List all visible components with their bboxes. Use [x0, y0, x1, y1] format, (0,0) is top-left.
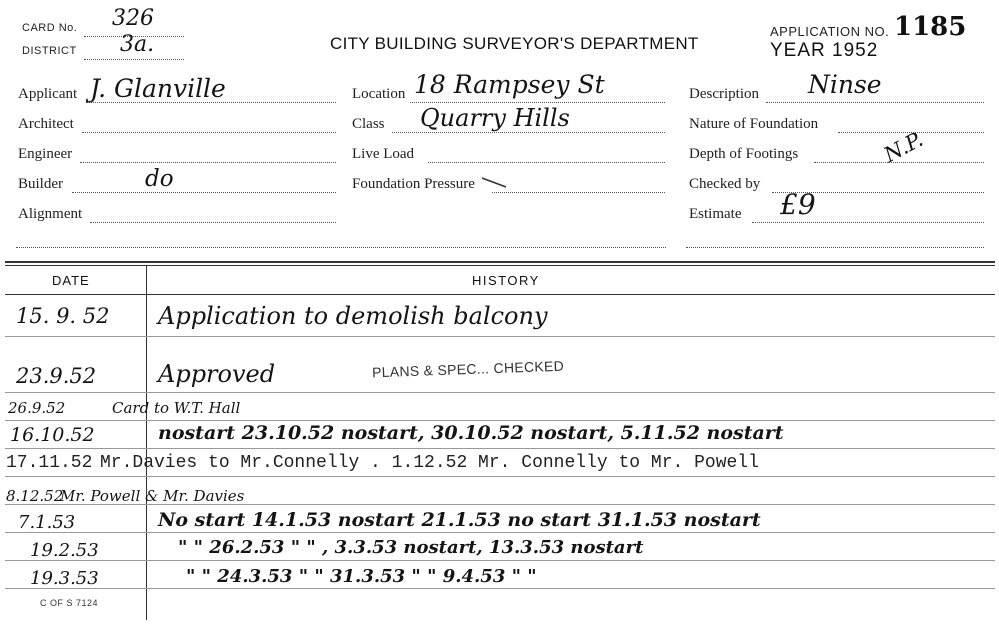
- row-3-date: 26.9.52: [8, 399, 66, 417]
- estimate-line: [752, 222, 984, 223]
- nature-of-foundation-label: Nature of Foundation: [689, 116, 819, 132]
- district-label: DISTRICT: [22, 45, 77, 57]
- form-code: C OF S 7124: [40, 598, 99, 608]
- class-line: [392, 132, 665, 133]
- row-line: [5, 392, 995, 393]
- description-value: Ninse: [808, 70, 882, 99]
- row-line: [5, 336, 995, 337]
- row-3-history: Card to W.T. Hall: [112, 399, 241, 417]
- row-7-date: 7.1.53: [18, 512, 76, 533]
- checked-by-label: Checked by: [689, 176, 761, 192]
- foundation-pressure-label: Foundation Pressure: [352, 176, 475, 192]
- row-5-history: Mr.Davies to Mr.Connelly . 1.12.52 Mr. Connelly to Mr. Powell: [100, 453, 759, 473]
- row-4-history: nostart 23.10.52 nostart, 30.10.52 nostart, 5.11.52 nostart: [158, 422, 784, 444]
- row-line: [5, 476, 995, 477]
- row-6-history: Mr. Powell & Mr. Davies: [60, 487, 245, 505]
- application-number: 1185: [894, 12, 967, 42]
- row-5-date: 17.11.52: [6, 453, 93, 473]
- depth-of-footings-value: N.P.: [880, 127, 927, 168]
- plans-checked-stamp: PLANS & SPEC... CHECKED: [371, 357, 565, 381]
- location-line: [410, 102, 665, 103]
- row-line: [5, 420, 995, 421]
- table-top-rule: [5, 261, 995, 263]
- foundation-pressure-line: [492, 192, 665, 193]
- row-line: [5, 448, 995, 449]
- application-label: APPLICATION NO.: [770, 24, 890, 39]
- row-9-history: " " 24.3.53 " " 31.3.53 " " 9.4.53 " ": [186, 566, 537, 587]
- row-2-date: 23.9.52: [16, 364, 97, 388]
- builder-value: do: [145, 166, 174, 192]
- card-no-value: 326: [112, 6, 154, 31]
- row-line: [5, 532, 995, 533]
- district-value: 3a.: [120, 32, 155, 57]
- description-label: Description: [689, 86, 759, 102]
- row-6-date: 8.12.52: [6, 487, 64, 505]
- date-header: DATE: [52, 273, 90, 288]
- department-title: CITY BUILDING SURVEYOR'S DEPARTMENT: [330, 34, 699, 53]
- depth-of-footings-label: Depth of Footings: [689, 146, 799, 162]
- row-4-date: 16.10.52: [10, 424, 95, 446]
- description-line: [766, 102, 984, 103]
- architect-label: Architect: [18, 116, 74, 132]
- year-label: YEAR 1952: [770, 40, 879, 61]
- row-7-history: No start 14.1.53 nostart 21.1.53 no start 31.1.53 nostart: [158, 509, 761, 531]
- row-1-date: 15. 9. 52: [16, 304, 110, 328]
- engineer-label: Engineer: [18, 146, 73, 162]
- foundation-pressure-mark: [480, 174, 510, 190]
- history-header: HISTORY: [472, 273, 540, 288]
- table-top-rule-2: [5, 265, 995, 266]
- alignment-label: Alignment: [18, 206, 83, 222]
- row-9-date: 19.3.53: [30, 568, 99, 589]
- date-column-divider: [146, 265, 147, 620]
- row-8-history: " " 26.2.53 " " , 3.3.53 nostart, 13.3.53 nostart: [178, 537, 644, 558]
- row-line: [5, 588, 995, 589]
- applicant-label: Applicant: [18, 86, 78, 102]
- live-load-line: [428, 162, 665, 163]
- card-no-label: CARD No.: [22, 22, 78, 34]
- builder-label: Builder: [18, 176, 63, 192]
- applicant-value: J. Glanville: [90, 74, 226, 103]
- engineer-line: [80, 162, 336, 163]
- location-value: 18 Rampsey St: [414, 70, 605, 99]
- row-line: [5, 560, 995, 561]
- estimate-value: £9: [780, 188, 816, 221]
- alignment-line: [90, 222, 336, 223]
- builder-line: [72, 192, 336, 193]
- row-1-history: Application to demolish balcony: [158, 302, 548, 330]
- estimate-label: Estimate: [689, 206, 742, 222]
- class-label: Class: [352, 116, 385, 132]
- class-value: Quarry Hills: [420, 104, 570, 132]
- row-8-date: 19.2.53: [30, 540, 99, 561]
- table-header-rule: [5, 294, 995, 295]
- district-line: [84, 59, 184, 60]
- live-load-label: Live Load: [352, 146, 415, 162]
- architect-line: [82, 132, 336, 133]
- location-label: Location: [352, 86, 406, 102]
- row-2-history: Approved: [158, 360, 276, 388]
- blank-line-left: [16, 247, 666, 248]
- blank-line-right: [686, 247, 984, 248]
